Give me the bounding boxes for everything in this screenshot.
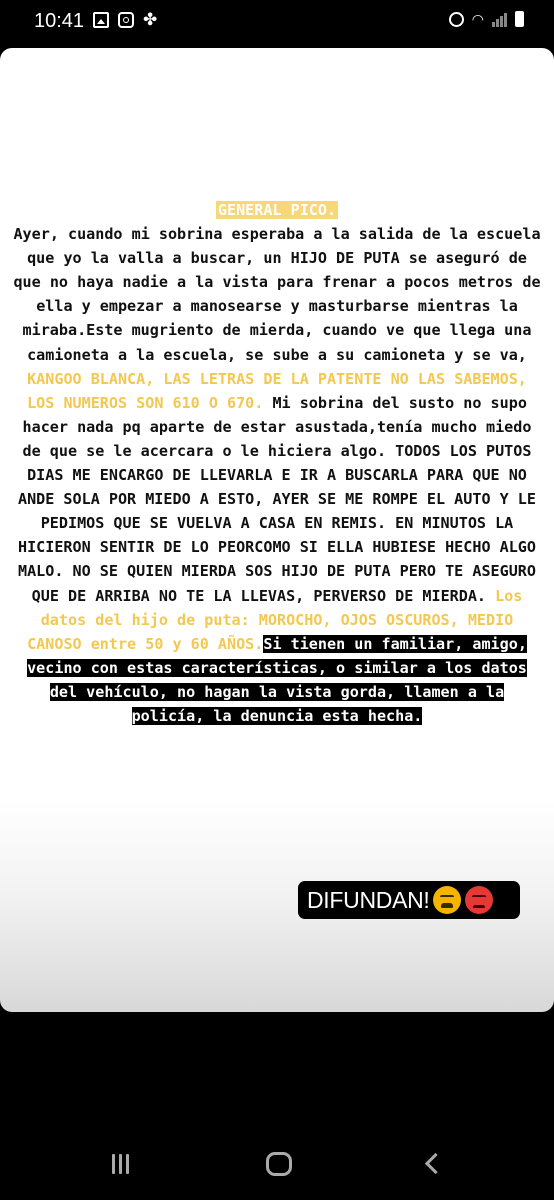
- angry-face-emoji: [465, 886, 493, 914]
- appeal-text: Si tienen un familiar, amigo, vecino con estas características, o similar a los datos del vehículo, no hagan la vista gorda, llamen a la policía, la denuncia esta hecha.: [27, 634, 527, 725]
- battery-icon: [515, 11, 524, 27]
- instagram-icon: [118, 12, 134, 28]
- wifi-icon: ◠: [471, 11, 484, 27]
- back-button[interactable]: [425, 1153, 446, 1174]
- clover-icon: ✤: [143, 10, 158, 29]
- navigation-bar: [0, 1130, 554, 1200]
- difundan-sticker[interactable]: [298, 881, 520, 919]
- status-bar: [0, 0, 554, 44]
- signal-icon: [492, 11, 507, 27]
- recents-button[interactable]: [112, 1154, 129, 1174]
- gallery-icon: [93, 12, 109, 28]
- story-title: GENERAL PICO.: [217, 201, 337, 219]
- story-paragraph-2: Mi sobrina del susto no supo hacer nada pq aparte de estar asustada,tenía mucho miedo de que se le acercara o le hiciera algo. TODOS LOS PUTOS DIAS ME ENCARGO DE LLEVARLA E IR A BUSCARLA PARA QUE NO ANDE SOLA POR MIEDO A ESTO, AYER SE ME ROMPE EL AUTO Y LE PEDIMOS QUE SE VUELVA A CASA EN REMIS. EN MINUTOS LA HICIERON SENTIR DE LO PEORCOMO SI ELLA HUBIESE HECHO ALGO MALO. NO SE QUIEN MIERDA SOS HIJO DE PUTA PERO TE ASEGURO QUE DE ARRIBA NO TE LA LLEVAS, PERVERSO DE MIERDA.: [18, 393, 536, 605]
- status-time: 10:41: [34, 10, 85, 32]
- story-text: [10, 198, 544, 728]
- vehicle-description: KANGOO BLANCA, LAS LETRAS DE LA PATENTE NO LAS SABEMOS, LOS NUMEROS SON 610 O 670.: [27, 369, 527, 412]
- story-card[interactable]: [0, 48, 554, 1012]
- system-icons: [449, 11, 524, 27]
- sticker-label: DIFUNDAN!: [307, 886, 430, 913]
- story-paragraph-1: Ayer, cuando mi sobrina esperaba a la salida de la escuela que yo la valla a buscar, un HIJO DE PUTA se aseguró de que no haya nadie a la vista para frenar a pocos metros de ella y empezar a manosearse y masturbarse mientras la miraba.Este mugriento de mierda, cuando ve que llega una camioneta a la escuela, se sube a su camioneta y se va,: [13, 225, 541, 364]
- home-button[interactable]: [266, 1152, 292, 1176]
- notification-icons: [93, 12, 157, 28]
- suspect-description: Los datos del hijo de puta: MOROCHO, OJOS OSCUROS, MEDIO CANOSO entre 50 y 60 AÑOS.: [27, 586, 523, 653]
- face-with-steam-emoji: [433, 886, 461, 914]
- alarm-icon: [449, 12, 464, 27]
